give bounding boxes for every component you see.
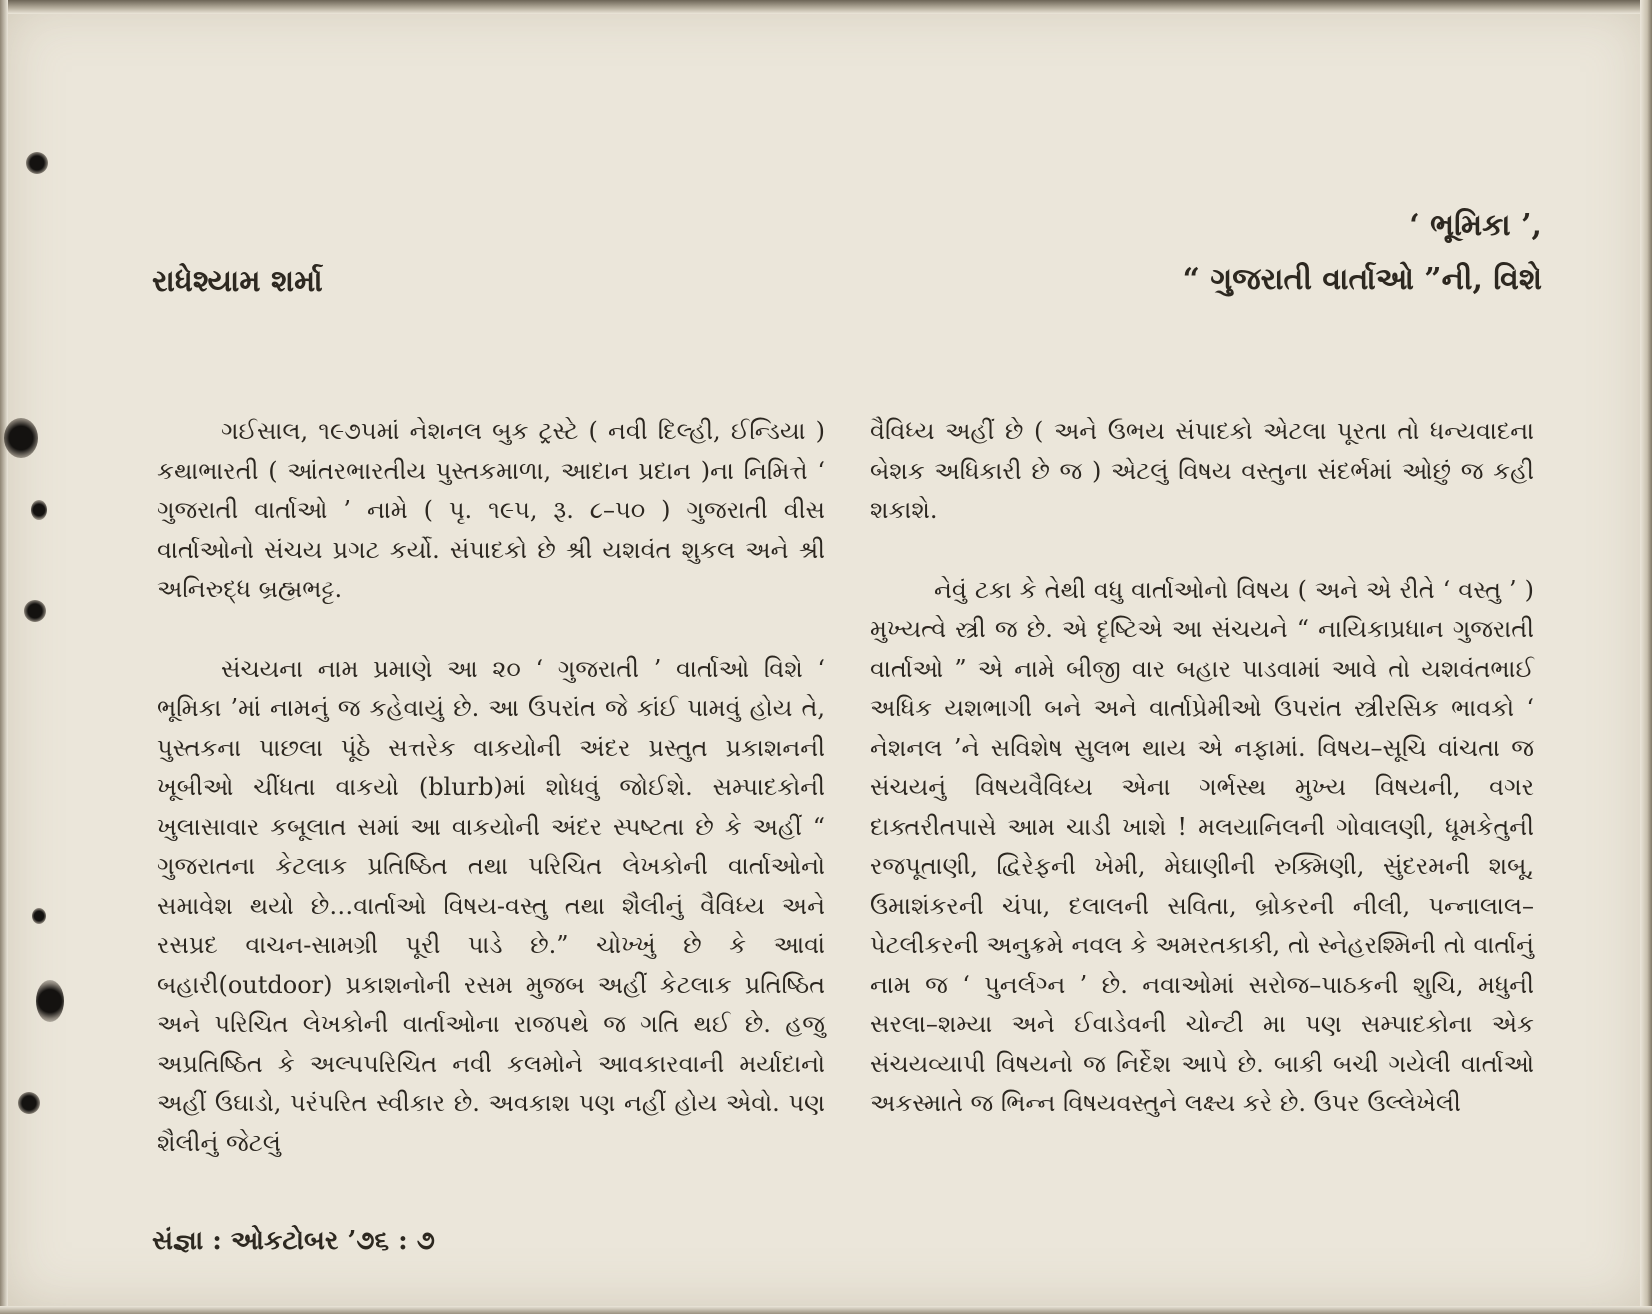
binding-hole bbox=[26, 152, 48, 174]
binding-hole bbox=[24, 600, 46, 622]
binding-hole bbox=[4, 418, 38, 458]
binding-hole bbox=[18, 1092, 40, 1114]
page-right-edge bbox=[1640, 0, 1652, 1314]
article-title-line1: ‘ ભૂમિકા ’, bbox=[1409, 208, 1542, 243]
paragraph: સંચયના નામ પ્રમાણે આ ૨૦ ‘ ગુજરાતી ’ વાર્તાઓ વિશે ‘ ભૂમિકા ’માં નામનું જ કહેવાયું છે. આ ઉપરાંત જે કાંઈ પામવું હોય તે, પુસ્તકના પાછલા પૂંઠે સત્તરેક વાકયોની અંદર પ્રસ્તુત પ્રકાશનની ખૂબીઓ ચીંધતા વાકયો (blurb)માં શોધવું જોઈશે. સમ્પાદકોની ખુલાસાવાર કબૂલાત સમાં આ વાકયોની અંદર સ્પષ્ટતા છે કે અહીં “ ગુજરાતના કેટલાક પ્રતિષ્ઠિત તથા પરિચિત લેખકોની વાર્તાઓનો સમાવેશ થયો છે…વાર્તાઓ વિષય-વસ્તુ તથા શૈલીનું વૈવિધ્ય અને રસપ્રદ વાચન-સામગ્રી પૂરી પાડે છે.” ચોખ્ખું છે કે આવાં બહારી(outdoor) પ્રકાશનોની રસમ મુજબ અહીં કેટલાક પ્રતિષ્ઠિત અને પરિચિત લેખકોની વાર્તાઓના રાજપથે જ ગતિ થઈ છે. હજુ અપ્રતિષ્ઠિત કે અલ્પપરિચિત નવી કલમોને આવકારવાની મર્યાદાનો અહીં ઉઘાડો, પરંપરિત સ્વીકાર છે. અવકાશ પણ નહીં હોય એવો. પણ શૈલીનું જેટલું bbox=[157, 654, 825, 1157]
right-column bbox=[870, 412, 1534, 1124]
binding-hole bbox=[31, 500, 47, 520]
article-title-line2: “ ગુજરાતી વાર્તાઓ ”ની, વિશે bbox=[1182, 262, 1542, 297]
page-spine-edge bbox=[0, 0, 8, 1314]
paragraph: વૈવિધ્ય અહીં છે ( અને ઉભય સંપાદકો એટલા પૂરતા તો ધન્યવાદના બેશક અધિકારી છે જ ) એટલું વિષય વસ્તુના સંદર્ભમાં ઓછું જ કહી શકાશે. bbox=[870, 417, 1534, 524]
binding-hole bbox=[36, 980, 64, 1022]
page-footer: સંજ્ઞા : ઓકટોબર ’૭૬ : ૭ bbox=[152, 1226, 435, 1256]
left-column bbox=[157, 412, 825, 1163]
paragraph: નેવું ટકા કે તેથી વધુ વાર્તાઓનો વિષય ( અને એ રીતે ‘ વસ્તુ ’ ) મુખ્યત્વે સ્ત્રી જ છે. એ દૃષ્ટિએ આ સંચયને “ નાયિકાપ્રધાન ગુજરાતી વાર્તાઓ ” એ નામે બીજી વાર બહાર પાડવામાં આવે તો યશવંતભાઈ અધિક યશભાગી બને અને વાર્તાપ્રેમીઓ ઉપરાંત સ્ત્રીરસિક ભાવકો ‘ નેશનલ ’ને સવિશેષ સુલભ થાય એ નફામાં. વિષય–સૂચિ વાંચતા જ સંચયનું વિષયવૈવિધ્ય એના ગર્ભસ્થ મુખ્ય વિષયની, વગર દાક્તરીતપાસે આમ ચાડી ખાશે ! મલયાનિલની ગોવાલણી, ધૂમકેતુની રજપૂતાણી, દ્વિરેફની ખેમી, મેઘાણીની રુક્મિણી, સુંદરમની શબૂ, ઉમાશંકરની ચંપા, દલાલની સવિતા, બ્રોકરની નીલી, પન્નાલાલ–પેટલીકરની અનુક્રમે નવલ કે અમરતકાકી, તો સ્નેહરશ્મિની તો વાર્તાનું નામ જ ‘ પુનર્લગ્ન ’ છે. નવાઓમાં સરોજ–પાઠકની શુચિ, મધુની સરલા–શમ્યા અને ઈવાડેવની ચોન્ટી મા પણ સમ્પાદકોના એક સંચયવ્યાપી વિષયનો જ નિર્દેશ આપે છે. બાકી બચી ગયેલી વાર્તાઓ અકસ્માતે જ ભિન્ન વિષયવસ્તુને લક્ષ્ય કરે છે. ઉપર ઉલ્લેખેલી bbox=[870, 575, 1534, 1117]
page-bottom-edge bbox=[0, 1306, 1652, 1314]
paragraph: ગઈસાલ, ૧૯૭૫માં નેશનલ બુક ટ્રસ્ટે ( નવી દિલ્હી, ઈન્ડિયા ) કથાભારતી ( આંતરભારતીય પુસ્તકમાળા, આદાન પ્રદાન )ના નિમિત્તે ‘ ગુજરાતી વાર્તાઓ ’ નામે ( પૃ. ૧૯૫, રૂ. ૮–૫૦ ) ગુજરાતી વીસ વાર્તાઓનો સંચય પ્રગટ કર્યો. સંપાદકો છે શ્રી યશવંત શુકલ અને શ્રી અનિરુદ્ધ બ્રહ્મભટ્ટ. bbox=[157, 417, 825, 603]
binding-hole bbox=[32, 908, 46, 924]
page-top-edge bbox=[0, 0, 1652, 14]
author-name: રાધેશ્યામ શર્મા bbox=[152, 264, 323, 299]
